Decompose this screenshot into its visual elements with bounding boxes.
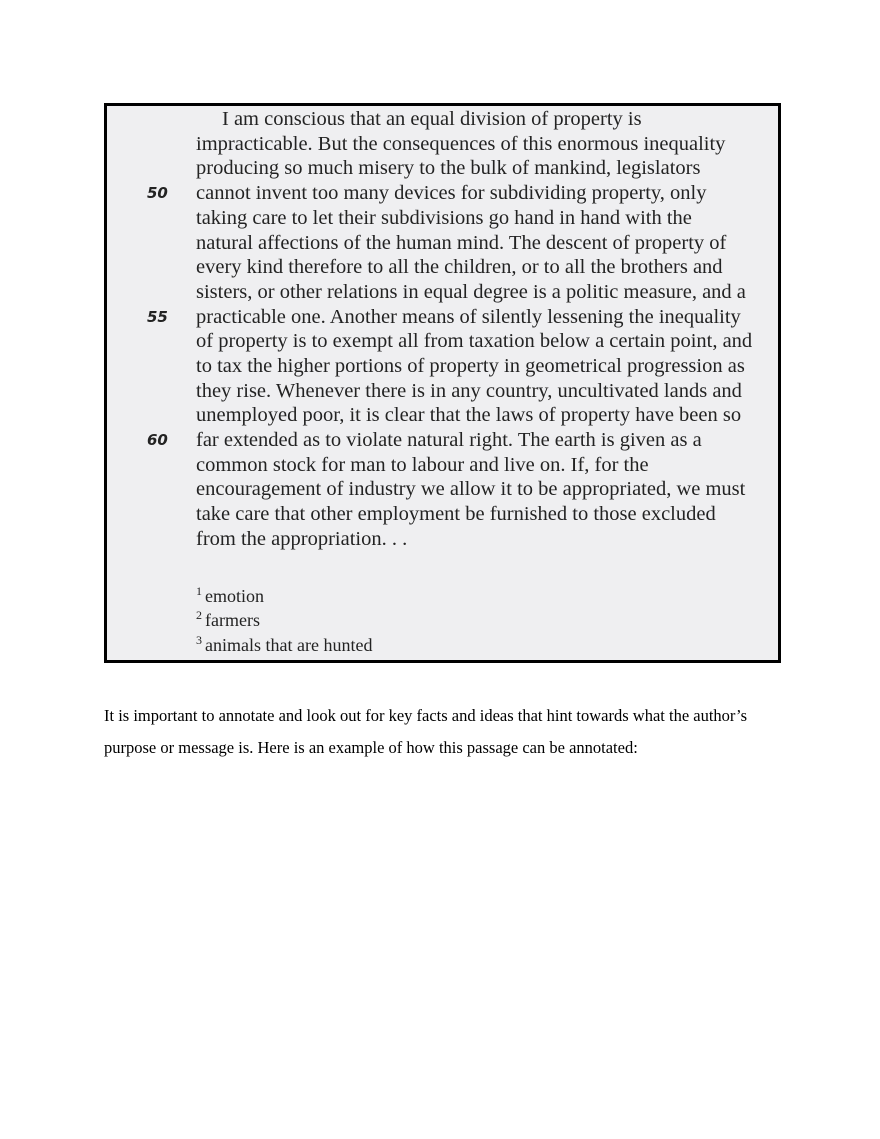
passage-line: every kind therefore to all the children, or to all the brothers and bbox=[196, 256, 723, 278]
line-number-60: 60 bbox=[147, 431, 168, 449]
passage-line: sisters, or other relations in equal degree is a politic measure, and a bbox=[196, 281, 746, 303]
footnote-text: farmers bbox=[205, 610, 260, 630]
line-number-55: 55 bbox=[147, 308, 168, 326]
footnote-marker: 2 bbox=[196, 608, 202, 622]
footnote-1 bbox=[196, 579, 264, 606]
passage-line: unemployed poor, it is clear that the laws of property have been so bbox=[196, 404, 742, 426]
instruction-paragraph bbox=[104, 700, 794, 764]
passage-line: I am conscious that an equal division of property is bbox=[222, 108, 642, 130]
passage-line: from the appropriation. . . bbox=[196, 528, 408, 550]
passage-excerpt-box bbox=[104, 103, 781, 663]
line-number-50: 50 bbox=[147, 184, 168, 202]
passage-line: they rise. Whenever there is in any country, uncultivated lands and bbox=[196, 380, 742, 402]
passage-line: producing so much misery to the bulk of mankind, legislators bbox=[196, 157, 701, 179]
passage-line: cannot invent too many devices for subdividing property, only bbox=[196, 182, 707, 204]
footnote-text: emotion bbox=[205, 586, 264, 606]
passage-line: common stock for man to labour and live on. If, for the bbox=[196, 454, 649, 476]
footnote-2 bbox=[196, 603, 260, 630]
passage-line: encouragement of industry we allow it to be appropriated, we must bbox=[196, 478, 746, 500]
footnote-marker: 3 bbox=[196, 633, 202, 647]
paragraph-line: It is important to annotate and look out for key facts and ideas that hint towards what the author’s bbox=[104, 706, 748, 725]
passage-line: take care that other employment be furnished to those excluded bbox=[196, 503, 716, 525]
passage-line: to tax the higher portions of property in geometrical progression as bbox=[196, 355, 745, 377]
paragraph-line: purpose or message is. Here is an example of how this passage can be annotated: bbox=[104, 738, 638, 757]
passage-line: far extended as to violate natural right. The earth is given as a bbox=[196, 429, 702, 451]
passage-line: of property is to exempt all from taxation below a certain point, and bbox=[196, 330, 753, 352]
passage-line: practicable one. Another means of silently lessening the inequality bbox=[196, 306, 741, 328]
passage-line: natural affections of the human mind. The descent of property of bbox=[196, 232, 727, 254]
passage-line: taking care to let their subdivisions go hand in hand with the bbox=[196, 207, 692, 229]
footnote-3 bbox=[196, 628, 373, 655]
footnote-text: animals that are hunted bbox=[205, 635, 373, 655]
passage-line: impracticable. But the consequences of this enormous inequality bbox=[196, 133, 726, 155]
footnote-marker: 1 bbox=[196, 584, 202, 598]
